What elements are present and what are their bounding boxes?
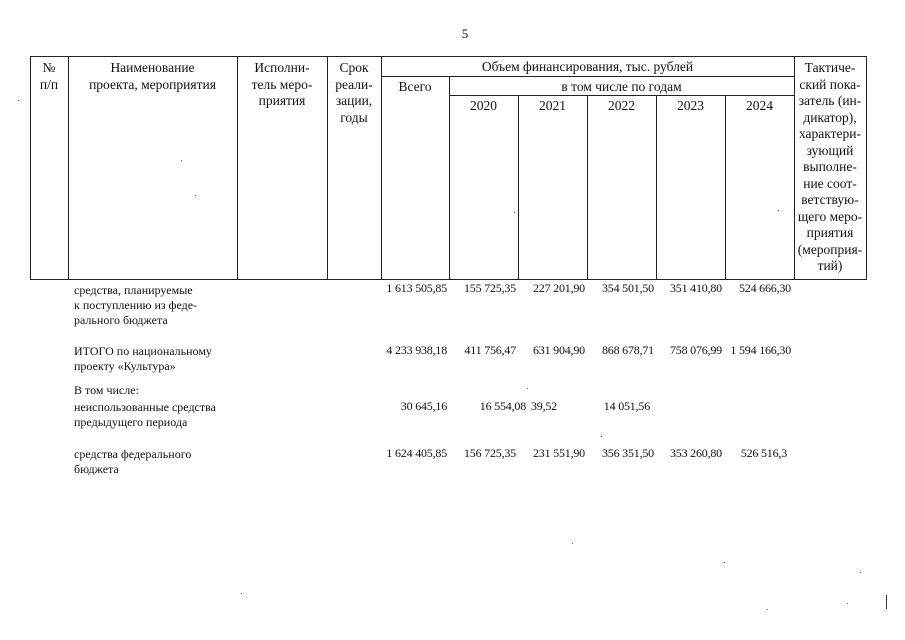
cell-2020: 155 725,35 <box>463 281 516 295</box>
row-label-line: В том числе: <box>74 383 139 397</box>
header-num-line: № <box>42 60 56 75</box>
header-year: 2024 <box>746 98 773 113</box>
cell-2021: 231 551,90 <box>532 446 585 460</box>
col-line-2021 <box>587 95 588 280</box>
header-indicator-line: выполне- <box>803 159 857 174</box>
header-indicator-line: затель (ин- <box>798 93 862 108</box>
row-label-line: рального бюджета <box>74 313 168 327</box>
header-name-line: проекта, мероприятия <box>89 76 216 92</box>
row-label-line: проекту «Культура» <box>74 359 176 373</box>
header-num <box>30 60 68 93</box>
scan-speck <box>767 609 768 610</box>
cell-2020: 411 756,47 <box>464 343 516 357</box>
cell-2020: 16 554,08 <box>479 399 526 413</box>
header-top-border <box>30 56 866 57</box>
header-executor <box>237 60 327 110</box>
row-label <box>74 383 238 398</box>
header-indicator-line: тий) <box>817 258 843 273</box>
header-indicator-line: характери- <box>798 126 862 141</box>
scan-speck <box>241 593 242 594</box>
header-by-years: в том числе по годам <box>561 79 682 94</box>
cell-total: 1 613 505,85 <box>386 281 447 295</box>
header-indicator-line: ветствую- <box>801 192 859 207</box>
scan-speck <box>847 603 848 604</box>
header-year: 2023 <box>677 98 704 113</box>
col-line-2020 <box>518 95 519 280</box>
row-label-line: предыдущего периода <box>74 415 188 429</box>
row-label <box>74 344 238 374</box>
col-line-2022 <box>656 95 657 280</box>
header-term-line: Срок <box>339 60 369 75</box>
scan-speck <box>778 210 779 211</box>
scan-speck <box>18 100 19 101</box>
row-label-line: средства, планируемые <box>74 283 193 297</box>
row-label-line: средства федерального <box>74 447 192 461</box>
header-indicator-line: Тактиче- <box>804 60 856 75</box>
cell-2024: 1 594 166,30 <box>730 343 791 357</box>
scan-speck <box>195 195 196 196</box>
header-indicator-line: дикатор), <box>803 109 857 125</box>
header-total: Всего <box>398 79 432 94</box>
header-executor-line: Исполни- <box>254 60 310 75</box>
header-financing: Объем финансирования, тыс. рублей <box>481 59 694 74</box>
header-indicator <box>794 60 866 275</box>
scan-speck <box>527 388 528 389</box>
cell-2022: 356 351,50 <box>601 446 654 460</box>
header-indicator-line: ние соот- <box>803 175 857 191</box>
cell-2021: 227 201,90 <box>532 281 585 295</box>
cell-2024: 526 516,3 <box>740 446 787 460</box>
page-number: 5 <box>461 26 469 41</box>
cell-total: 4 233 938,18 <box>386 343 447 357</box>
header-bottom-border <box>30 279 866 280</box>
cell-2023: 758 076,99 <box>669 343 722 357</box>
scan-speck <box>860 572 861 573</box>
cell-2021: 39,52 <box>530 399 557 413</box>
row-label <box>74 400 238 430</box>
row-label-line: неиспользованные средства <box>74 400 216 414</box>
scan-speck <box>514 212 515 213</box>
row-label-line: бюджета <box>74 462 119 476</box>
scan-speck <box>886 595 887 609</box>
header-term-line: годы <box>340 109 368 125</box>
scan-speck <box>572 543 573 544</box>
row-label-line: к поступлению из феде- <box>74 298 198 312</box>
header-term-line: реали- <box>335 76 373 92</box>
header-executor-line: приятия <box>258 93 306 108</box>
header-year: 2020 <box>470 98 497 113</box>
cell-2023: 351 410,80 <box>669 281 722 295</box>
cell-2021: 631 904,90 <box>532 343 585 357</box>
header-year: 2021 <box>539 98 566 113</box>
col-line-right <box>866 56 867 280</box>
header-indicator-line: зующий <box>806 142 854 158</box>
scan-speck <box>181 160 182 161</box>
row-label <box>74 283 238 328</box>
cell-2022: 354 501,50 <box>601 281 654 295</box>
header-indicator-line: щего меро- <box>797 208 863 224</box>
header-term-line: зации, <box>335 93 373 108</box>
row-label <box>74 447 238 477</box>
scan-speck <box>601 436 602 437</box>
row-label-line: ИТОГО по национальному <box>74 344 212 358</box>
cell-2022: 868 678,71 <box>601 343 654 357</box>
header-num-line: п/п <box>39 76 59 92</box>
cell-2020: 156 725,35 <box>463 446 516 460</box>
header-name-line: Наименование <box>110 60 195 75</box>
col-line-2023 <box>725 95 726 280</box>
scan-speck <box>724 562 725 563</box>
financing-divider <box>381 76 794 77</box>
header-executor-line: тель меро- <box>251 76 313 92</box>
header-indicator-line: ский пока- <box>799 76 861 92</box>
cell-total: 1 624 405,85 <box>386 446 447 460</box>
cell-2024: 524 666,30 <box>738 281 791 295</box>
header-name <box>68 60 237 93</box>
cell-2023: 353 260,80 <box>669 446 722 460</box>
header-term <box>327 60 381 126</box>
cell-total: 30 645,16 <box>400 399 447 413</box>
header-indicator-line: приятия <box>806 225 854 240</box>
header-year: 2022 <box>608 98 635 113</box>
header-indicator-line: (мероприя- <box>797 241 863 257</box>
cell-2022: 14 051,56 <box>603 399 650 413</box>
